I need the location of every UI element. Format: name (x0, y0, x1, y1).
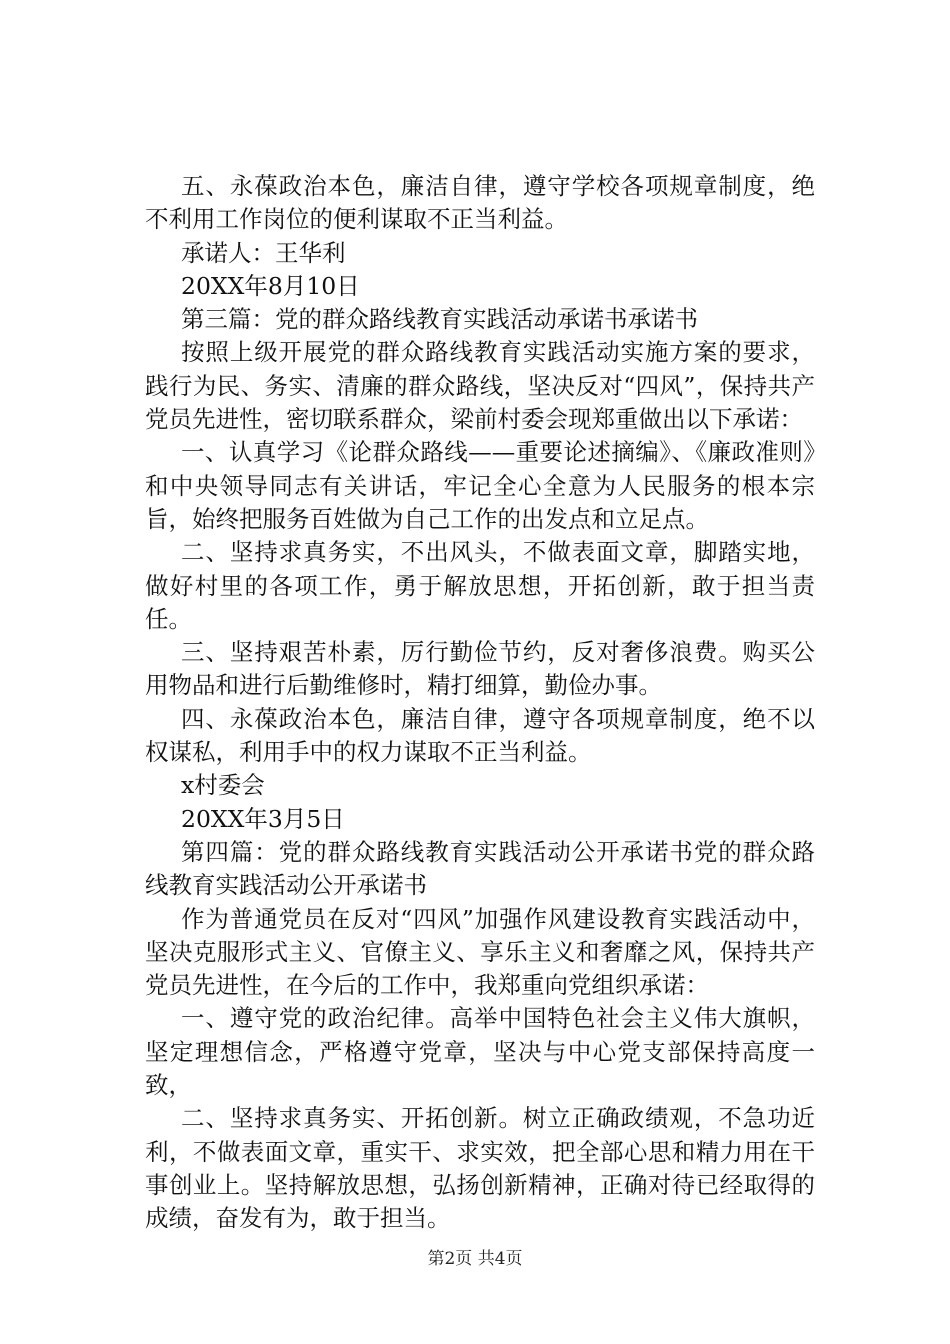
document-body (145, 170, 815, 1236)
signature-name: 承诺人：王华利 (181, 238, 346, 267)
signature-organization: x村委会 (181, 771, 265, 800)
section-heading-part-4: 第四篇：党的群众路线教育实践活动公开承诺书党的群众路线教育实践活动公开承诺书 (145, 837, 815, 900)
paragraph-intro: 按照上级开展党的群众路线教育实践活动实施方案的要求，践行为民、务实、清廉的群众路线，坚决反对“四风”，保持共产党员先进性，密切联系群众，梁前村委会现郑重做出以下承诺： (145, 338, 815, 434)
paragraph-item-4: 四、永葆政治本色，廉洁自律，遵守各项规章制度，绝不以权谋私，利用手中的权力谋取不正当利益。 (145, 704, 815, 767)
page-number-footer: 第2页 共4页 (427, 1249, 523, 1269)
paragraph-item-3: 三、坚持艰苦朴素，厉行勤俭节约，反对奢侈浪费。购买公用物品和进行后勤维修时，精打细算，勤俭办事。 (145, 638, 815, 700)
paragraph-item-2b: 二、坚持求真务实、开拓创新。树立正确政绩观，不急功近利，不做表面文章，重实干、求实效，把全部心思和精力用在干事创业上。坚持解放思想，弘扬创新精神，正确对待已经取得的成绩，奋发有为，敢于担当。 (145, 1104, 815, 1233)
signature-date-2: 20XX年3月5日 (181, 804, 345, 833)
paragraph-intro-2: 作为普通党员在反对“四风”加强作风建设教育实践活动中，坚决克服形式主义、官僚主义、享乐主义和奢靡之风，保持共产党员先进性，在今后的工作中，我郑重向党组织承诺： (145, 904, 815, 1000)
section-heading-part-3: 第三篇：党的群众路线教育实践活动承诺书承诺书 (181, 305, 698, 334)
paragraph-item-1: 一、认真学习《论群众路线——重要论述摘编》、《廉政准则》和中央领导同志有关讲话，牢记全心全意为人民服务的根本宗旨，始终把服务百姓做为自己工作的出发点和立足点。 (145, 438, 815, 533)
paragraph-item-2: 二、坚持求真务实，不出风头，不做表面文章，脚踏实地，做好村里的各项工作，勇于解放思想，开拓创新，敢于担当责任。 (145, 538, 815, 633)
paragraph-item-5-commitment: 五、永葆政治本色，廉洁自律，遵守学校各项规章制度，绝不利用工作岗位的便利谋取不正当利益。 (145, 172, 815, 234)
signature-date: 20XX年8月10日 (181, 271, 360, 300)
paragraph-item-1b: 一、遵守党的政治纪律。高举中国特色社会主义伟大旗帜，坚定理想信念，严格遵守党章，坚决与中心党支部保持高度一致， (145, 1004, 815, 1100)
